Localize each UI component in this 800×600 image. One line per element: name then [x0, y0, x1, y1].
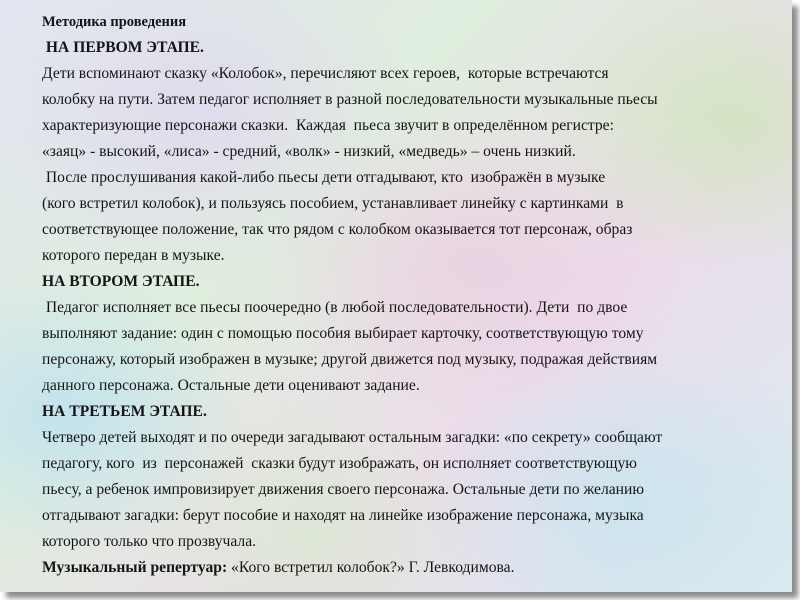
- stage1-line: (кого встретил колобок), и пользуясь пособием, устанавливает линейку с картинками в: [42, 195, 624, 212]
- stage2-line: Педагог исполняет все пьесы поочередно (в любой последовательности). Дети по двое: [42, 299, 628, 316]
- stage3-line: педагогу, кого из персонажей сказки будут изображать, он исполняет соответствующую: [42, 455, 637, 472]
- stage1-line: соответствующее положение, так что рядом с колобком оказывается тот персонаж, образ: [42, 221, 633, 238]
- stage2-line: выполняют задание: один с помощью пособия выбирает карточку, соответствующую тому: [42, 325, 644, 342]
- stage1-line: Дети вспоминают сказку «Колобок», перечисляют всех героев, которые встречаются: [42, 65, 609, 82]
- stage1-line: которого передан в музыке.: [42, 247, 225, 264]
- stage1-line: колобку на пути. Затем педагог исполняет в разной последовательности музыкальные пьесы: [42, 91, 658, 108]
- stage1-line: После прослушивания какой-либо пьесы дети отгадывают, кто изображён в музыке: [42, 169, 606, 186]
- stage3-title: НА ТРЕТЬЕМ ЭТАПЕ.: [42, 403, 207, 420]
- stage1-line: «заяц» - высокий, «лиса» - средний, «волк» - низкий, «медведь» – очень низкий.: [42, 143, 576, 160]
- stage2-line: персонажу, который изображен в музыке; другой движется под музыку, подражая действиям: [42, 351, 658, 368]
- stage1-line: характеризующие персонажи сказки. Каждая пьеса звучит в определённом регистре:: [42, 117, 614, 134]
- stage2-title: НА ВТОРОМ ЭТАПЕ.: [42, 273, 200, 290]
- stage2-line: данного персонажа. Остальные дети оценивают задание.: [42, 377, 420, 394]
- repertoire-line: [42, 555, 782, 581]
- stage3-line: Четверо детей выходят и по очереди загадывают остальным загадки: «по секрету» сообщают: [42, 429, 663, 446]
- stage3-line: которого только что прозвучала.: [42, 533, 257, 550]
- stage3-line: пьесу, а ребенок импровизирует движения своего персонажа. Остальные дети по желанию: [42, 481, 644, 498]
- document-heading: Методика проведения: [42, 14, 187, 30]
- document-body: [42, 9, 782, 581]
- stage1-title: НА ПЕРВОМ ЭТАПЕ.: [42, 39, 204, 56]
- repertoire-label: Музыкальный репертуар:: [42, 559, 228, 576]
- stage3-line: отгадывают загадки: берут пособие и находят на линейке изображение персонажа, музыка: [42, 507, 644, 524]
- repertoire-text: «Кого встретил колобок?» Г. Левкодимова.: [227, 559, 515, 576]
